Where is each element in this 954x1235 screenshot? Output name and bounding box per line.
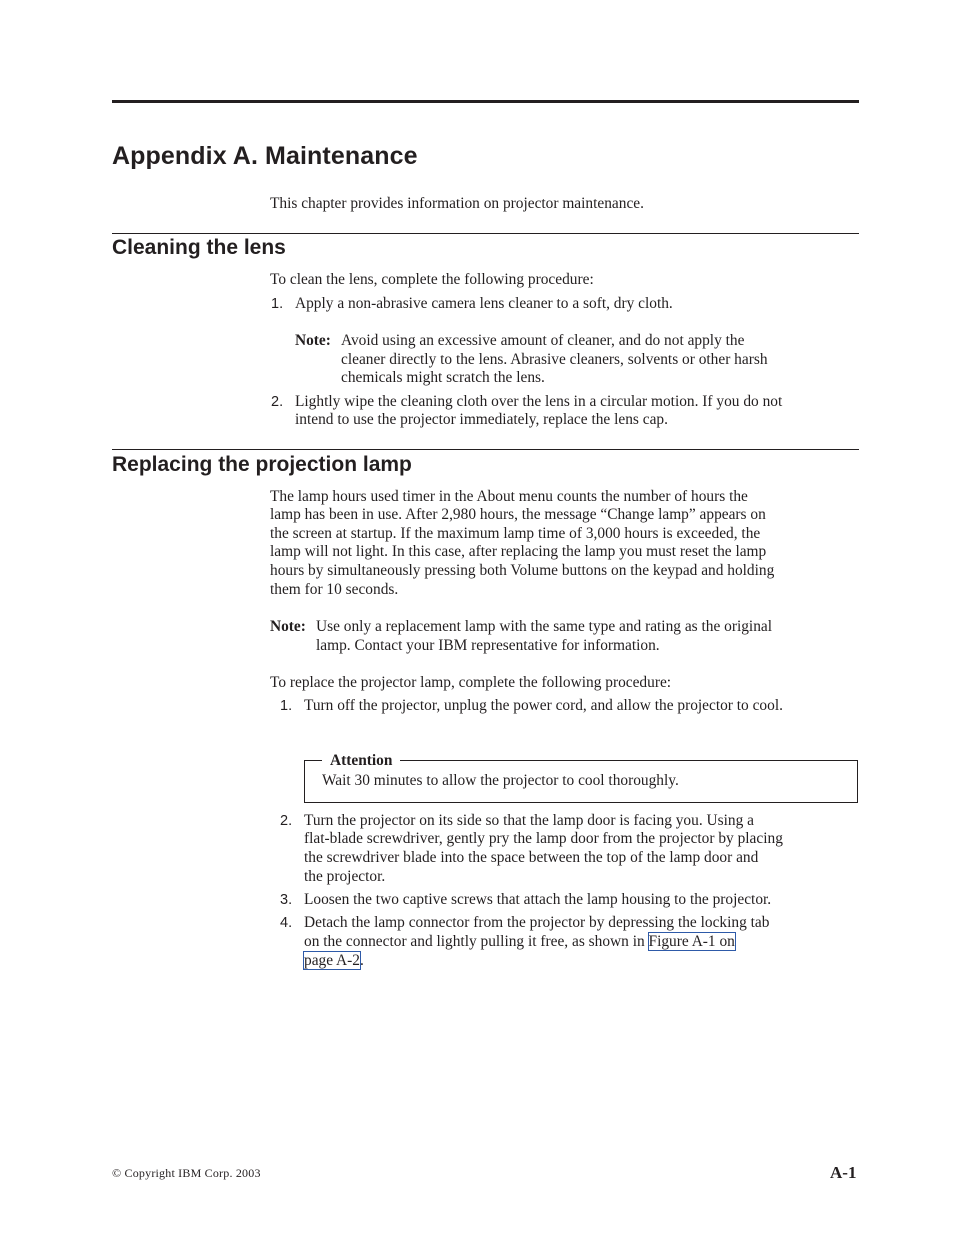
section-rule-lamp: [112, 449, 859, 450]
lamp-para-line: lamp will not light. In this case, after replacing the lamp you must reset the lamp: [270, 543, 767, 560]
section-heading-cleaning-lens: Cleaning the lens: [112, 236, 286, 259]
step-text-line: intend to use the projector immediately, replace the lens cap.: [295, 411, 668, 428]
step-number: 3.: [280, 892, 293, 908]
step-text-line: Turn the projector on its side so that the lamp door is facing you. Using a: [304, 812, 754, 829]
section-rule-cleaning: [112, 233, 859, 234]
step-text-line: the screwdriver blade into the space between the top of the lamp door and: [304, 849, 759, 866]
intro-text: This chapter provides information on projector maintenance.: [270, 195, 644, 212]
step-number: 2.: [271, 394, 284, 410]
lamp-para-line: lamp has been in use. After 2,980 hours, the message “Change lamp” appears on: [270, 506, 766, 523]
cleaning-lead-text: To clean the lens, complete the following procedure:: [270, 271, 594, 288]
step-text-fragment: .: [360, 952, 364, 969]
lamp-lead-text: To replace the projector lamp, complete the following procedure:: [270, 674, 672, 691]
top-rule: [112, 100, 859, 103]
note-text-line: Use only a replacement lamp with the same type and rating as the original: [316, 618, 773, 635]
step-number: 4.: [280, 915, 293, 931]
note-label: Note:: [295, 332, 331, 349]
step-number: 1.: [280, 698, 293, 714]
lamp-para-line: The lamp hours used timer in the About menu counts the number of hours the: [270, 488, 748, 505]
step-text-line: flat-blade screwdriver, gently pry the lamp door from the projector by placing: [304, 830, 783, 847]
attention-text: Wait 30 minutes to allow the projector to cool thoroughly.: [322, 772, 679, 789]
step-text-line: [304, 952, 364, 971]
step-text-fragment: on the connector and lightly pulling it free, as shown in: [304, 933, 649, 950]
note-text-line: Avoid using an excessive amount of cleaner, and do not apply the: [341, 332, 745, 349]
note-text-line: chemicals might scratch the lens.: [341, 369, 545, 386]
figure-link[interactable]: Figure A-1 on: [648, 933, 735, 950]
step-number: 2.: [280, 813, 293, 829]
page-title: Appendix A. Maintenance: [112, 142, 418, 170]
figure-link-page[interactable]: page A-2: [304, 952, 360, 969]
step-number: 1.: [271, 296, 284, 312]
step-text-line: Lightly wipe the cleaning cloth over the lens in a circular motion. If you do not: [295, 393, 783, 410]
step-text: Apply a non-abrasive camera lens cleaner to a soft, dry cloth.: [295, 295, 673, 312]
note-label: Note:: [270, 618, 306, 635]
step-text-line: Detach the lamp connector from the projector by depressing the locking tab: [304, 914, 770, 931]
lamp-para-line: hours by simultaneously pressing both Volume buttons on the keypad and holding: [270, 562, 775, 579]
step-text: Turn off the projector, unplug the power cord, and allow the projector to cool.: [304, 697, 783, 714]
attention-title: Attention: [322, 752, 400, 770]
step-text: Loosen the two captive screws that attach the lamp housing to the projector.: [304, 891, 772, 908]
copyright-text: © Copyright IBM Corp. 2003: [112, 1166, 261, 1180]
lamp-para-line: them for 10 seconds.: [270, 581, 399, 598]
step-text-line: the projector.: [304, 868, 386, 885]
lamp-para-line: the screen at startup. If the maximum lamp time of 3,000 hours is exceeded, the: [270, 525, 761, 542]
note-text-line: lamp. Contact your IBM representative for information.: [316, 637, 660, 654]
page-number: A-1: [830, 1163, 857, 1182]
section-heading-replacing-lamp: Replacing the projection lamp: [112, 453, 412, 476]
note-text-line: cleaner directly to the lens. Abrasive cleaners, solvents or other harsh: [341, 351, 768, 368]
step-text-line: [304, 933, 735, 952]
